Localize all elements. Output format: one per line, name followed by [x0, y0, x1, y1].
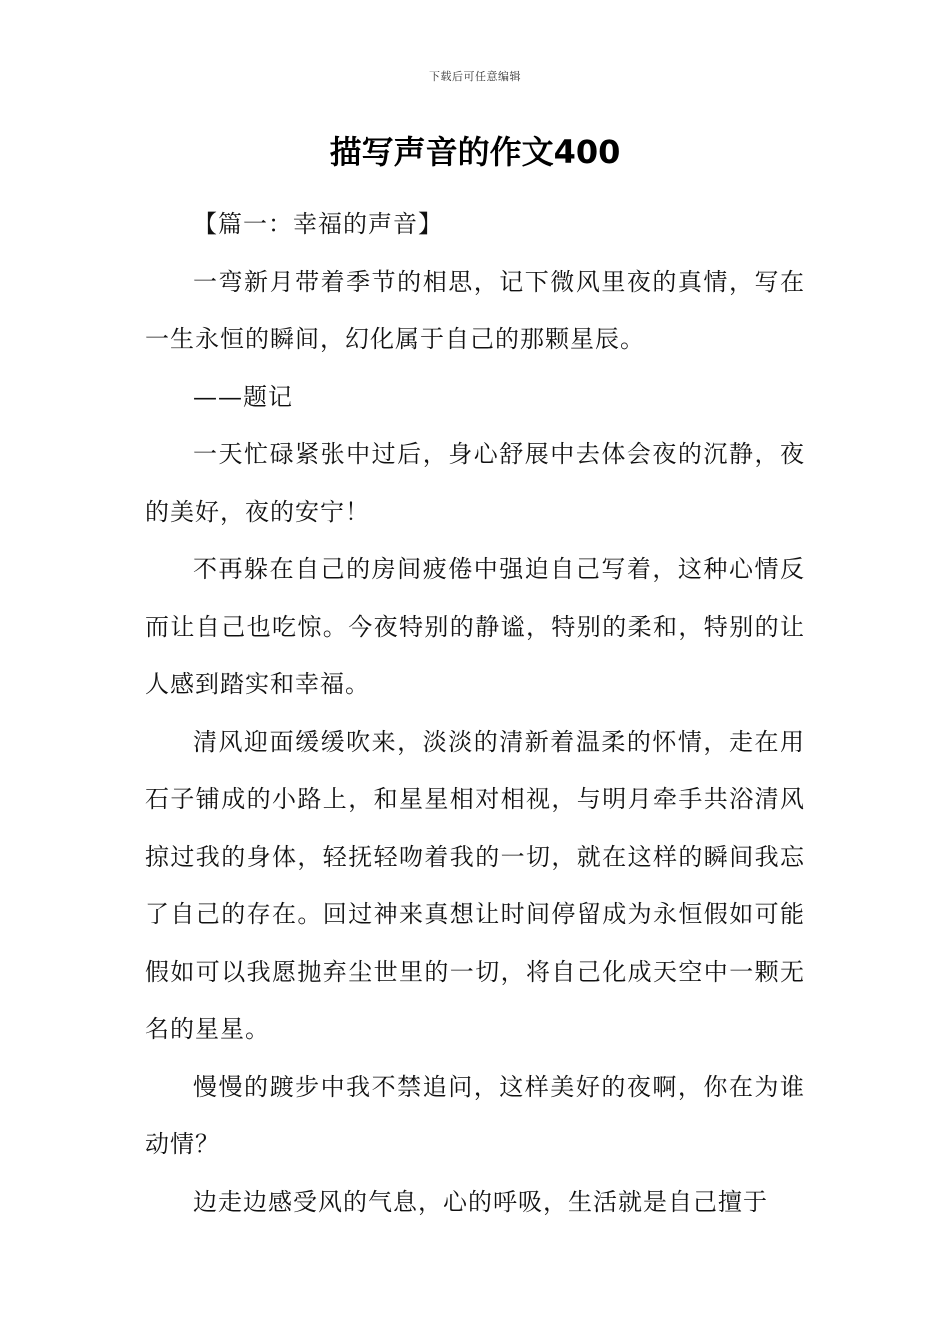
paragraph: 慢慢的踱步中我不禁追问，这样美好的夜啊，你在为谁动情？ [145, 1072, 805, 1158]
document-title: 描写声音的作文400 [329, 133, 621, 171]
paragraph: 边走边感受风的气息，心的呼吸，生活就是自己擅于 [193, 1187, 768, 1216]
header-note: 下载后可任意编辑 [429, 70, 521, 83]
document-body [145, 196, 805, 1231]
section-heading: 【篇一：幸福的声音】 [193, 210, 443, 238]
paragraph: 不再躲在自己的房间疲倦中强迫自己写着，这种心情反而让自己也吃惊。今夜特别的静谧，特别的柔和，特别的让人感到踏实和幸福。 [145, 555, 805, 698]
paragraph: 一天忙碌紧张中过后，身心舒展中去体会夜的沉静，夜的美好，夜的安宁！ [145, 440, 805, 526]
paragraph: 一弯新月带着季节的相思，记下微风里夜的真情，写在一生永恒的瞬间，幻化属于自己的那颗星辰。 [145, 267, 805, 353]
epigraph-attribution: ——题记 [193, 382, 293, 411]
paragraph: 清风迎面缓缓吹来，淡淡的清新着温柔的怀情，走在用石子铺成的小路上，和星星相对相视，与明月牵手共浴清风掠过我的身体，轻抚轻吻着我的一切，就在这样的瞬间我忘了自己的存在。回过神来真想让时间停留成为永恒假如可能假如可以我愿抛弃尘世里的一切，将自己化成天空中一颗无名的星星。 [145, 727, 805, 1043]
